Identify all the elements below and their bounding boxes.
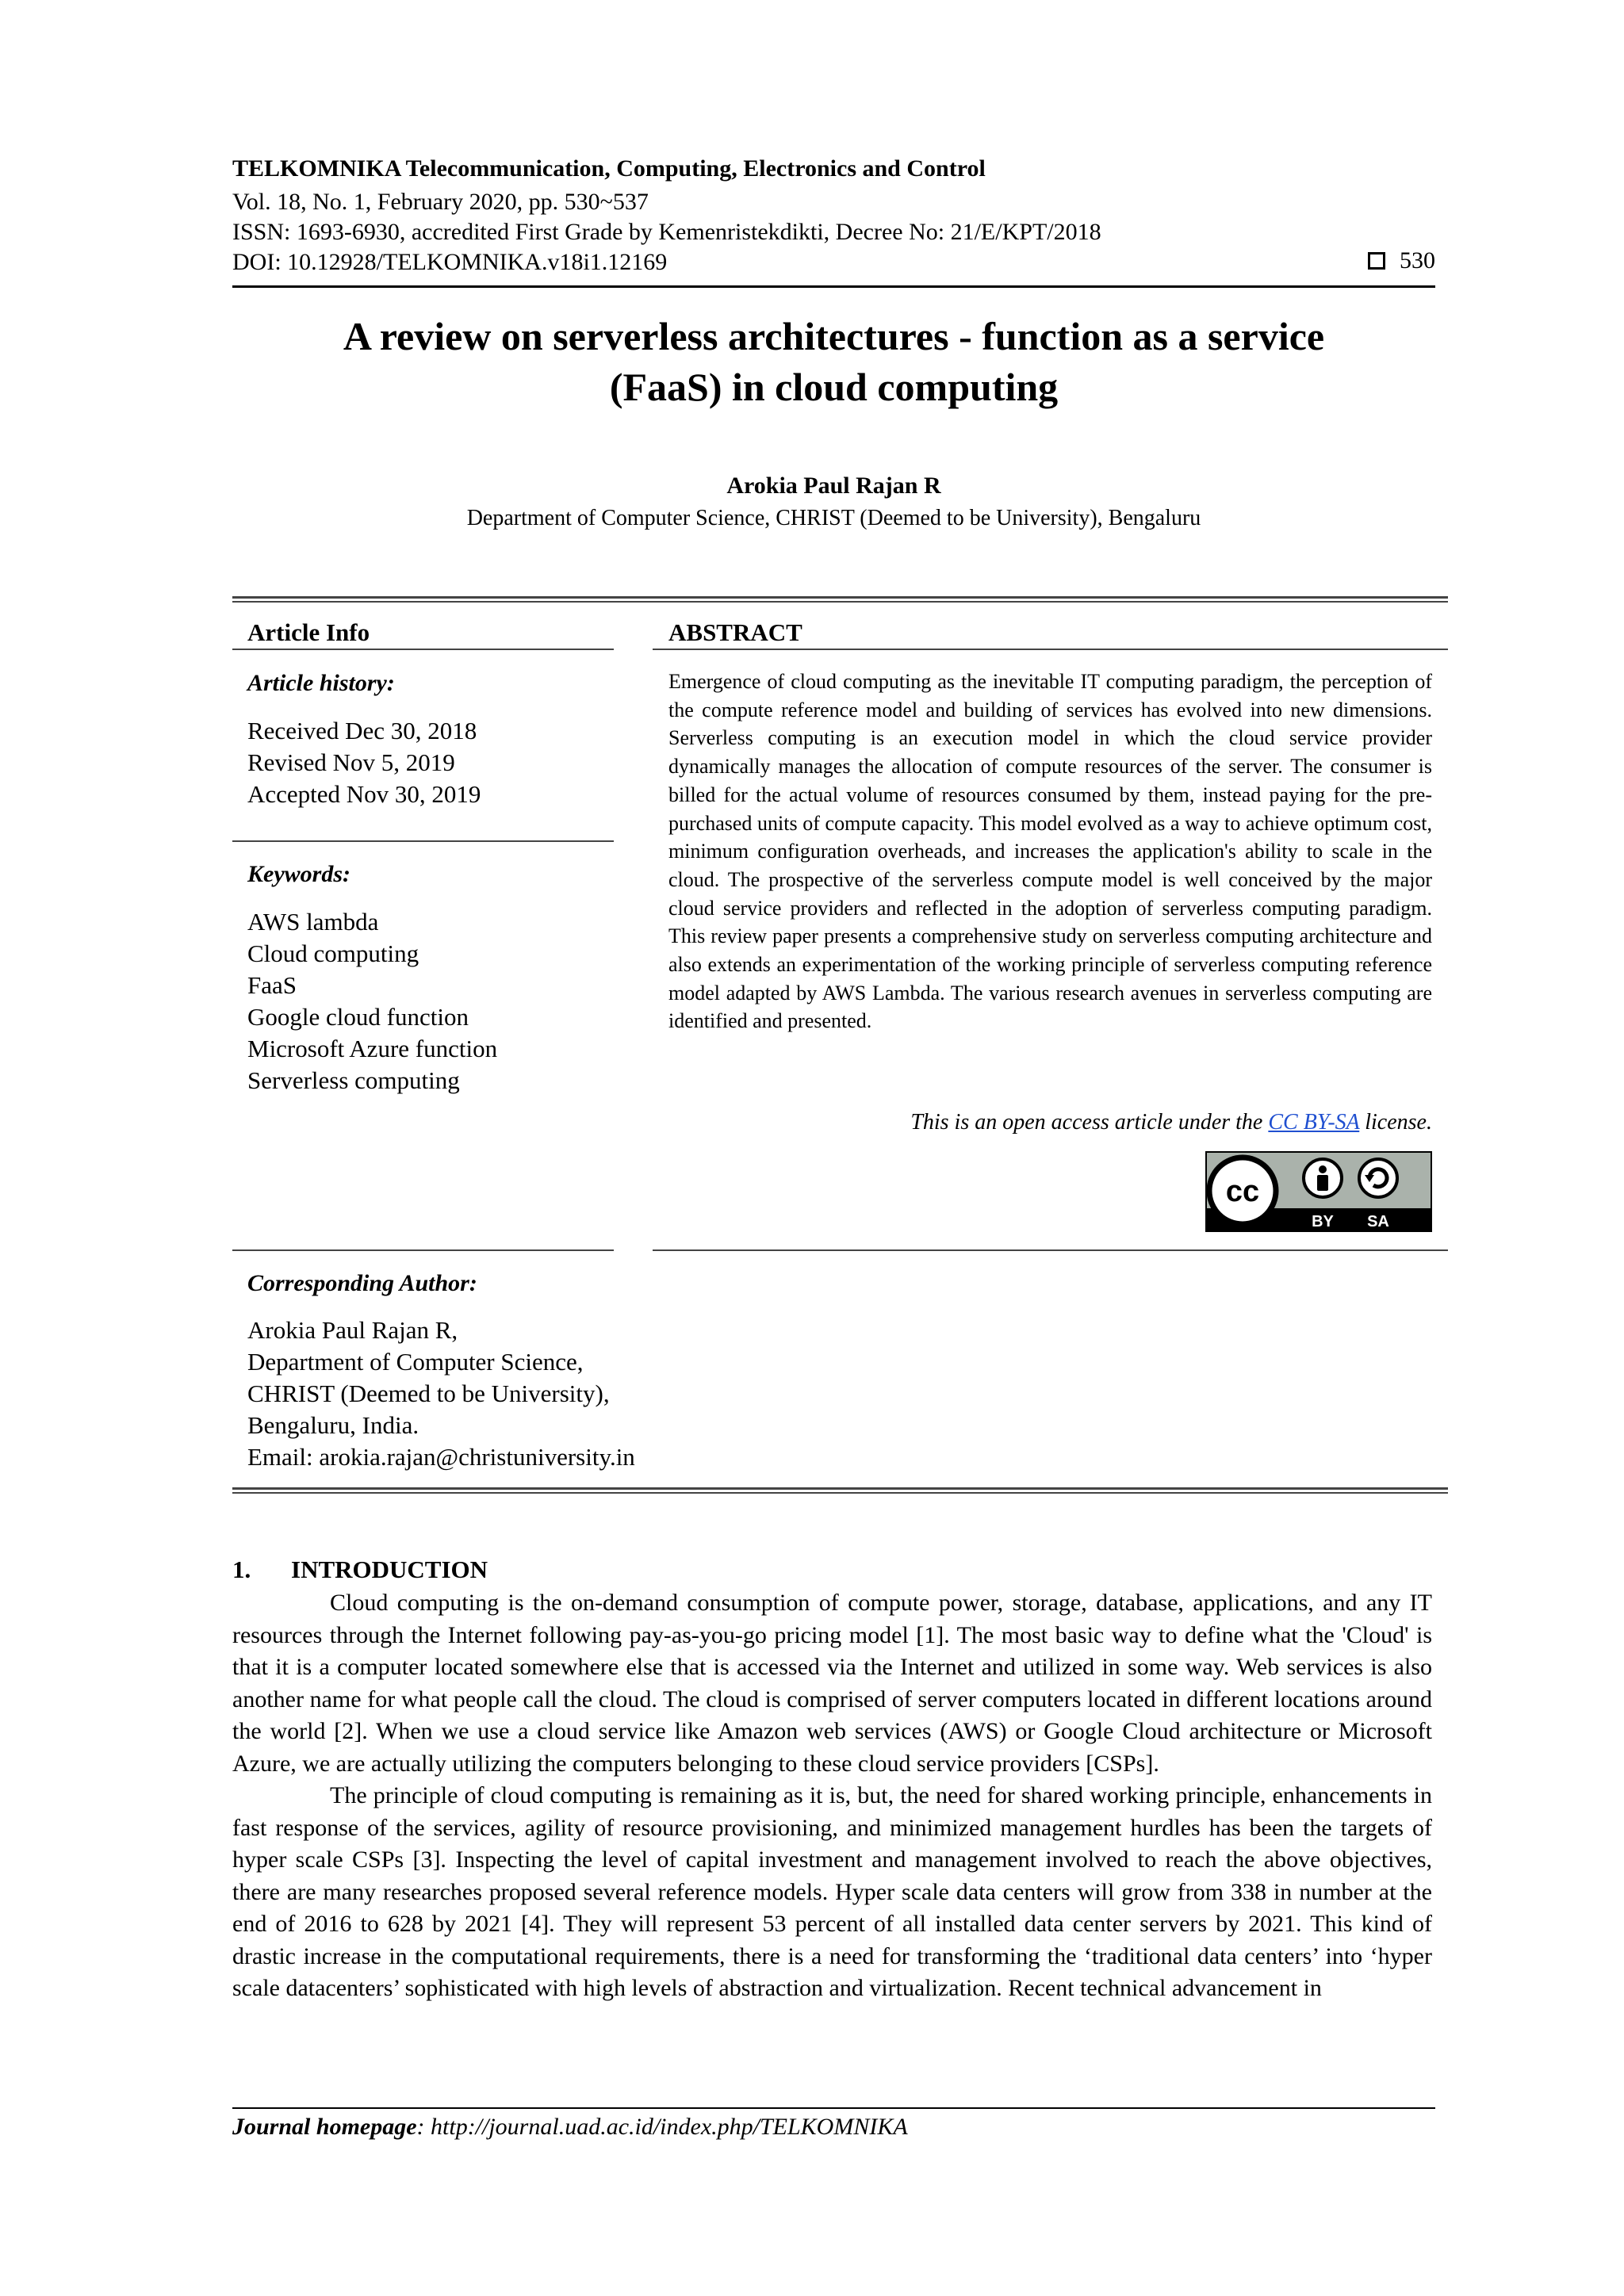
corresponding-author-details bbox=[247, 1314, 635, 1473]
info-box-bottom-rule bbox=[232, 1487, 1448, 1494]
paper-title-line2: (FaaS) in cloud computing bbox=[609, 365, 1059, 409]
footer-label: Journal homepage bbox=[232, 2114, 417, 2140]
history-divider bbox=[232, 840, 614, 842]
keyword-item: Serverless computing bbox=[247, 1066, 460, 1094]
issn-line: ISSN: 1693-6930, accredited First Grade by Kemenristekdikti, Decree No: 21/E/KPT/2018 bbox=[232, 219, 1101, 245]
abstract-heading: ABSTRACT bbox=[668, 618, 802, 646]
keyword-item: AWS lambda bbox=[247, 908, 379, 936]
article-info-heading: Article Info bbox=[247, 618, 370, 646]
keyword-item: Microsoft Azure function bbox=[247, 1035, 498, 1062]
history-revised: Revised Nov 5, 2019 bbox=[247, 748, 455, 776]
header-rule bbox=[232, 285, 1435, 288]
badge-by-label: BY bbox=[1312, 1213, 1334, 1230]
page-number bbox=[1368, 247, 1435, 274]
corresponding-department: Department of Computer Science, bbox=[247, 1348, 584, 1376]
corresponding-author-heading: Corresponding Author: bbox=[247, 1270, 477, 1296]
introduction-paragraph-1: Cloud computing is the on-demand consumption of compute power, storage, database, applications, and any IT resources through the Internet following pay-as-you-go pricing model [1]. The most basic way to define what the 'Cloud' is that it is a computer located somewhere else that is accessed via the Internet and utilized in some way. Web services is also another name for what people call the cloud. The cloud is comprised of server computers located in different locations around the world [2]. When we use a cloud service like Amazon web services (AWS) or Google Cloud architecture or Microsoft Azure, we are actually utilizing the computers belonging to these cloud service providers [CSPs]. bbox=[232, 1590, 1432, 1777]
open-access-note bbox=[910, 1110, 1432, 1135]
journal-title: TELKOMNIKA Telecommunication, Computing, Electronics and Control bbox=[232, 155, 986, 182]
section-number: 1. bbox=[232, 1556, 251, 1583]
keyword-item: Google cloud function bbox=[247, 1003, 469, 1031]
paper-title bbox=[232, 311, 1435, 412]
badge-sa-label: SA bbox=[1367, 1213, 1389, 1230]
abstract-bottom-rule bbox=[653, 1249, 1448, 1251]
footer-rule bbox=[232, 2107, 1435, 2109]
section-title: INTRODUCTION bbox=[291, 1556, 488, 1583]
history-received: Received Dec 30, 2018 bbox=[247, 717, 477, 744]
author-name: Arokia Paul Rajan R bbox=[726, 473, 941, 499]
corresponding-name: Arokia Paul Rajan R, bbox=[247, 1316, 458, 1344]
doi-line: DOI: 10.12928/TELKOMNIKA.v18i1.12169 bbox=[232, 249, 668, 275]
article-history-heading: Article history: bbox=[247, 670, 395, 696]
author-affiliation: Department of Computer Science, CHRIST (Deemed to be University), Bengaluru bbox=[466, 506, 1201, 530]
keywords-list bbox=[247, 906, 497, 1096]
introduction-body bbox=[232, 1587, 1432, 2005]
cc-by-sa-badge-icon[interactable] bbox=[1205, 1151, 1432, 1232]
section-heading-introduction bbox=[232, 1556, 488, 1584]
page-number-value: 530 bbox=[1400, 247, 1435, 274]
keyword-item: Cloud computing bbox=[247, 939, 419, 967]
volume-line: Vol. 18, No. 1, February 2020, pp. 530~537 bbox=[232, 189, 649, 215]
cc-badge-text: cc bbox=[1225, 1175, 1260, 1208]
article-history-list bbox=[247, 715, 481, 810]
journal-homepage-footer bbox=[232, 2114, 908, 2141]
square-bullet-icon bbox=[1368, 252, 1385, 270]
keywords-heading: Keywords: bbox=[247, 861, 350, 887]
corresponding-email: Email: arokia.rajan@christuniversity.in bbox=[247, 1443, 635, 1471]
cc-by-sa-link[interactable]: CC BY-SA bbox=[1268, 1110, 1360, 1135]
keyword-item: FaaS bbox=[247, 971, 297, 999]
article-info-underline bbox=[232, 649, 614, 650]
license-suffix: license. bbox=[1359, 1110, 1432, 1135]
history-accepted: Accepted Nov 30, 2019 bbox=[247, 780, 481, 808]
corresponding-location: Bengaluru, India. bbox=[247, 1411, 419, 1439]
license-prefix: This is an open access article under the bbox=[910, 1110, 1269, 1135]
abstract-text: Emergence of cloud computing as the inevitable IT computing paradigm, the perception of the compute reference model and building of services has evolved into new dimensions. Serverless computing is an execution model in which the cloud service provider dynamically manages the allocation of compute resources of the server. The consumer is billed for the actual volume of resources consumed by them, instead paying for the pre-purchased units of compute capacity. This model evolved as a way to achieve optimum cost, minimum configuration overheads, and increases the application's ability to scale in the cloud. The prospective of the serverless compute model is well conceived by the major cloud service providers and reflected in the adoption of serverless computing paradigm. This review paper presents a comprehensive study on serverless computing architecture and also extends an experimentation of the working principle of serverless computing reference model adapted by AWS Lambda. The various research avenues in serverless computing are identified and presented. bbox=[668, 670, 1432, 1033]
corresponding-institution: CHRIST (Deemed to be University), bbox=[247, 1380, 610, 1407]
info-box-top-rule bbox=[232, 596, 1448, 603]
keywords-divider bbox=[232, 1249, 614, 1251]
footer-url[interactable]: : http://journal.uad.ac.id/index.php/TELKOMNIKA bbox=[416, 2114, 908, 2140]
paper-title-line1: A review on serverless architectures - function as a service bbox=[343, 314, 1325, 358]
abstract-underline bbox=[653, 649, 1448, 650]
introduction-paragraph-2: The principle of cloud computing is remaining as it is, but, the need for shared working principle, enhancements in fast response of the services, agility of resource provisioning, and minimized management hurdles has been the targets of hyper scale CSPs [3]. Inspecting the level of capital investment and management involved to reach the above objectives, there are many researches proposed several reference models. Hyper scale data centers will grow from 338 in number at the end of 2016 to 628 by 2021 [4]. They will represent 53 percent of all installed data center servers by 2021. This kind of drastic increase in the computational requirements, there is a need for transforming the ‘traditional data centers’ into ‘hyper scale datacenters’ sophisticated with high levels of abstraction and virtualization. Recent technical advancement in bbox=[232, 1782, 1432, 2001]
